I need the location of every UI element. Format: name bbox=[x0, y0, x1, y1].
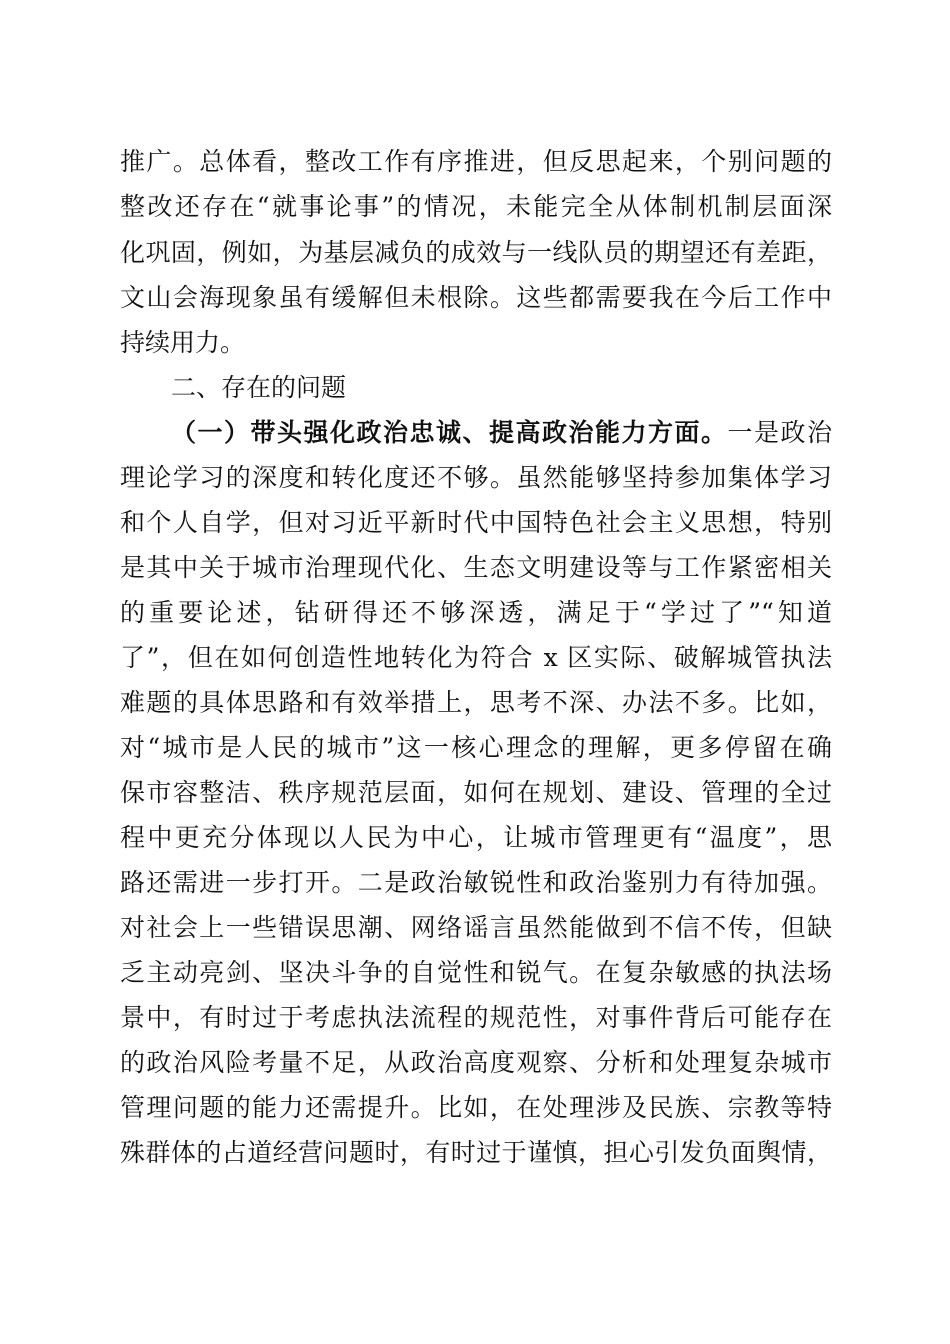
subsection-lead-line bbox=[171, 411, 832, 455]
paragraph-line: 难题的具体思路和有效举措上，思考不深、办法不多。比如， bbox=[120, 688, 832, 717]
paragraph-line: 和个人自学，但对习近平新时代中国特色社会主义思想，特别 bbox=[120, 508, 832, 537]
paragraph-line: 对“城市是人民的城市”这一核心理念的理解，更多停留在确 bbox=[120, 733, 832, 762]
paragraph-line: 对社会上一些错误思潮、网络谣言虽然能做到不信不传，但缺 bbox=[120, 913, 832, 942]
paragraph-line: 了”，但在如何创造性地转化为符合 x 区实际、破解城管执法 bbox=[120, 643, 832, 672]
subsection-title: （一）带头强化政治忠诚、提高政治能力方面。 bbox=[171, 418, 728, 447]
paragraph-line: 的重要论述，钻研得还不够深透，满足于“学过了”“知道 bbox=[120, 598, 832, 627]
paragraph-line: 保市容整洁、秩序规范层面，如何在规划、建设、管理的全过 bbox=[120, 778, 832, 807]
paragraph-line: 程中更充分体现以人民为中心，让城市管理更有“温度”，思 bbox=[120, 823, 832, 852]
paragraph-line: 文山会海现象虽有缓解但未根除。这些都需要我在今后工作中 bbox=[120, 283, 832, 312]
paragraph-line: 路还需进一步打开。二是政治敏锐性和政治鉴别力有待加强。 bbox=[120, 868, 832, 897]
paragraph-line: 是其中关于城市治理现代化、生态文明建设等与工作紧密相关 bbox=[120, 553, 832, 582]
paragraph-line: 理论学习的深度和转化度还不够。虽然能够坚持参加集体学习 bbox=[120, 463, 832, 492]
paragraph-line: 持续用力。 bbox=[120, 328, 246, 357]
paragraph-line: 推广。总体看，整改工作有序推进，但反思起来，个别问题的 bbox=[120, 147, 832, 176]
paragraph-line: 管理问题的能力还需提升。比如，在处理涉及民族、宗教等特 bbox=[120, 1093, 832, 1122]
paragraph-line: 整改还存在“就事论事”的情况，未能完全从体制机制层面深 bbox=[120, 192, 832, 221]
paragraph-line: 景中，有时过于考虑执法流程的规范性，对事件背后可能存在 bbox=[120, 1003, 832, 1032]
subsection-lead-rest: 一是政治 bbox=[727, 418, 832, 447]
paragraph-line: 乏主动亮剑、坚决斗争的自觉性和锐气。在复杂敏感的执法场 bbox=[120, 958, 832, 987]
paragraph-line: 的政治风险考量不足，从政治高度观察、分析和处理复杂城市 bbox=[120, 1048, 832, 1077]
paragraph-line: 化巩固，例如，为基层减负的成效与一线队员的期望还有差距， bbox=[120, 238, 832, 267]
section-heading: 二、存在的问题 bbox=[171, 373, 347, 402]
paragraph-line: 殊群体的占道经营问题时，有时过于谨慎，担心引发负面舆情， bbox=[120, 1138, 832, 1167]
